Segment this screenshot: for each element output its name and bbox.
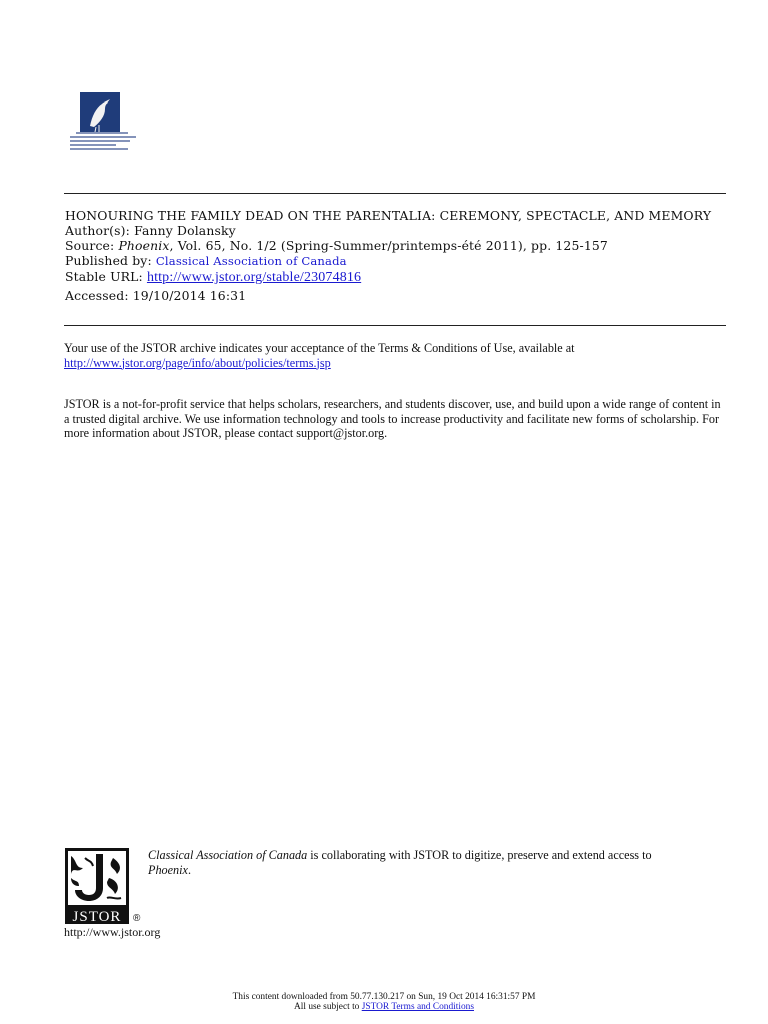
jstor-homepage-link[interactable]: http://www.jstor.org	[64, 925, 161, 939]
author-line	[65, 223, 725, 238]
accessed-line	[65, 288, 725, 303]
author-name: Fanny Dolansky	[134, 223, 236, 238]
registered-mark: ®	[133, 913, 141, 924]
terms-link[interactable]: http://www.jstor.org/page/info/about/policies/terms.jsp	[64, 355, 331, 370]
source-journal: Phoenix	[118, 238, 170, 253]
publisher-line	[65, 253, 725, 269]
stable-url-label: Stable URL:	[65, 269, 147, 284]
collab-journal: Phoenix	[148, 862, 188, 877]
terms-notice	[0, 1002, 768, 1013]
stable-url-line	[65, 269, 725, 285]
article-title: HONOURING THE FAMILY DEAD ON THE PARENTALIA: CEREMONY, SPECTACLE, AND MEMORY	[65, 208, 712, 223]
jstor-wordmark: JSTOR	[72, 909, 122, 924]
bottom-rule	[64, 325, 726, 326]
top-rule	[64, 193, 726, 194]
jstor-logo-icon	[65, 848, 129, 924]
collab-org: Classical Association of Canada	[148, 848, 308, 862]
publisher-link[interactable]: Classical Association of Canada	[155, 254, 347, 268]
collab-end: .	[187, 862, 191, 877]
download-notice: This content downloaded from 50.77.130.217 on Sun, 19 Oct 2014 16:31:57 PM	[232, 992, 536, 1002]
collab-text: is collaborating with JSTOR to digitize, preserve and extend access to	[307, 848, 652, 862]
jstor-terms-link[interactable]: JSTOR Terms and Conditions	[361, 1002, 474, 1012]
classical-association-bird-logo-icon	[80, 92, 120, 132]
author-label: Author(s):	[65, 223, 135, 238]
about-jstor-paragraph: JSTOR is a not-for-profit service that helps scholars, researchers, and students discover, use, and build upon a wide range of content in a trusted digital archive. We use information technology and tools to increase productivity and facilitate new forms of scholarship. For more information about JSTOR, please contact support@jstor.org.	[64, 397, 721, 440]
accessed-label: Accessed:	[65, 288, 133, 303]
collaboration-statement	[148, 848, 728, 877]
citation-block	[65, 208, 725, 303]
terms-paragraph	[64, 341, 724, 370]
stable-url-link[interactable]: http://www.jstor.org/stable/23074816	[146, 270, 362, 285]
logo-caption-lines	[66, 132, 138, 152]
publisher-label: Published by:	[65, 253, 156, 268]
source-details: , Vol. 65, No. 1/2 (Spring-Summer/printemps-été 2011), pp. 125-157	[169, 238, 608, 253]
terms-text: Your use of the JSTOR archive indicates your acceptance of the Terms & Conditions of Use, available at	[64, 341, 575, 355]
source-label: Source:	[65, 238, 119, 253]
terms-notice-prefix: All use subject to	[294, 1002, 362, 1012]
source-line	[65, 238, 725, 253]
publisher-logo	[66, 92, 138, 154]
accessed-date: 19/10/2014 16:31	[132, 288, 247, 303]
